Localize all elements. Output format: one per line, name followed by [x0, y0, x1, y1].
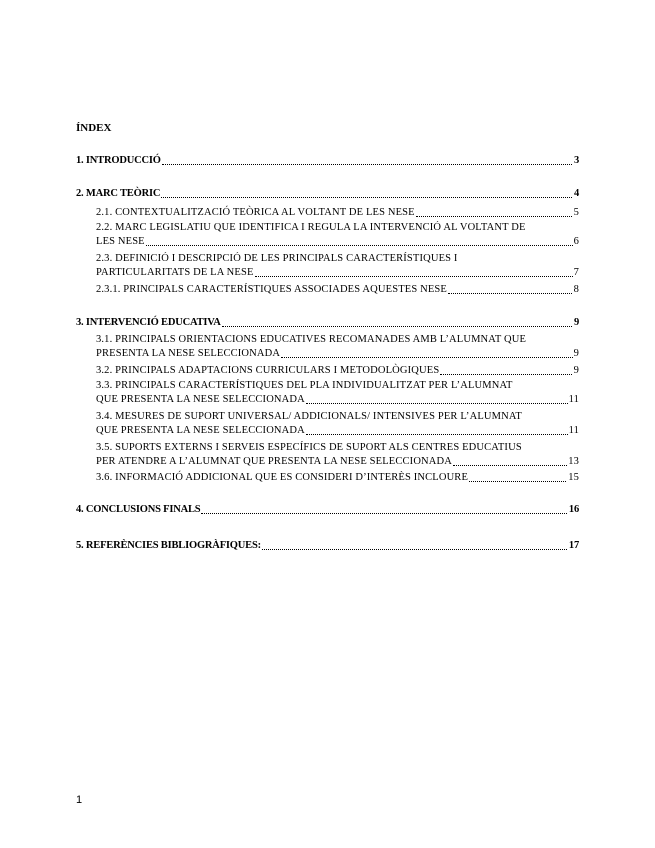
toc-entry-title: 2. MARC TEÒRIC	[76, 188, 161, 199]
toc-page-number: 17	[568, 540, 579, 551]
toc-page-number: 5	[573, 207, 579, 218]
dot-leader	[255, 276, 573, 277]
toc-entry-2-2[interactable]	[96, 221, 579, 249]
toc-page-number: 3	[573, 155, 579, 166]
toc-entry-title-line1: 2.2. MARC LEGISLATIU QUE IDENTIFICA I REGULA LA INTERVENCIÓ AL VOLTANT DE	[96, 222, 526, 233]
toc-entry-2-3[interactable]	[96, 252, 579, 280]
toc-entry-title: 1. INTRODUCCIÓ	[76, 155, 161, 166]
toc-page-number: 15	[568, 472, 579, 483]
dot-leader	[453, 465, 567, 466]
toc-entry-3-5[interactable]	[96, 441, 579, 469]
toc-entry-3-1[interactable]	[96, 333, 579, 361]
toc-page-number: 11	[568, 394, 579, 405]
dot-leader	[306, 434, 568, 435]
dot-leader	[222, 326, 572, 327]
toc-entry-title-line2: LES NESE	[96, 236, 145, 247]
dot-leader	[146, 245, 573, 246]
toc-entry-title: 3.6. INFORMACIÓ ADDICIONAL QUE ES CONSIDERI D’INTERÈS INCLOURE	[96, 472, 469, 483]
toc-entry-title-line2-row	[96, 266, 579, 280]
toc-entry-title: 2.1. CONTEXTUALITZACIÓ TEÒRICA AL VOLTANT DE LES NESE	[96, 207, 415, 218]
toc-entry-introduccio[interactable]	[76, 154, 579, 168]
toc-page-number: 13	[568, 456, 579, 467]
toc-entry-title: 2.3.1. PRINCIPALS CARACTERÍSTIQUES ASSOCIADES AQUESTES NESE	[96, 284, 447, 295]
dot-leader	[416, 216, 572, 217]
toc-entry-title-line2: PER ATENDRE A L’ALUMNAT QUE PRESENTA LA NESE SELECCIONADA	[96, 456, 452, 467]
toc-entry-title-line1: 2.3. DEFINICIÓ I DESCRIPCIÓ DE LES PRINCIPALS CARACTERÍSTIQUES I	[96, 253, 458, 264]
dot-leader	[262, 549, 567, 550]
toc-entry-3-4[interactable]	[96, 410, 579, 438]
toc-entry-title: 5. REFERÈNCIES BIBLIOGRÀFIQUES:	[76, 540, 261, 551]
dot-leader	[201, 513, 566, 514]
toc-entry-3-3[interactable]	[96, 379, 579, 407]
toc-entry-title: 3.2. PRINCIPALS ADAPTACIONS CURRICULARS I METODOLÒGIQUES	[96, 365, 440, 376]
dot-leader	[161, 197, 572, 198]
toc-entry-3-2[interactable]	[96, 364, 579, 378]
toc-entry-conclusions[interactable]	[76, 503, 579, 517]
toc-entry-title-line1: 3.5. SUPORTS EXTERNS I SERVEIS ESPECÍFICS DE SUPORT ALS CENTRES EDUCATIUS	[96, 442, 522, 453]
toc-entry-title-line2: PARTICULARITATS DE LA NESE	[96, 267, 254, 278]
toc-page-number: 16	[568, 504, 579, 515]
toc-page-number: 11	[568, 425, 579, 436]
dot-leader	[306, 403, 568, 404]
toc-entry-title-line2: PRESENTA LA NESE SELECCIONADA	[96, 348, 281, 359]
toc-page-number: 9	[573, 348, 579, 359]
toc-entry-intervencio[interactable]	[76, 316, 579, 330]
toc-entry-title: 4. CONCLUSIONS FINALS	[76, 504, 201, 515]
toc-entry-title-line2-row	[96, 347, 579, 361]
toc-page-number: 8	[573, 284, 579, 295]
toc-entry-3-6[interactable]	[96, 471, 579, 485]
toc-entry-2-1[interactable]	[96, 206, 579, 220]
toc-page-number: 9	[573, 365, 579, 376]
toc-page-number: 4	[573, 188, 579, 199]
toc-entry-title-line2-row	[96, 393, 579, 407]
toc-entry-marc-teoric[interactable]	[76, 187, 579, 201]
toc-entry-title: 3. INTERVENCIÓ EDUCATIVA	[76, 317, 221, 328]
toc-heading: ÍNDEX	[76, 122, 112, 134]
page-number-footer: 1	[76, 794, 83, 806]
dot-leader	[469, 481, 566, 482]
dot-leader	[281, 357, 573, 358]
toc-entry-title-line1: 3.4. MESURES DE SUPORT UNIVERSAL/ ADDICIONALS/ INTENSIVES PER L’ALUMNAT	[96, 411, 522, 422]
toc-page-number: 7	[573, 267, 579, 278]
toc-entry-title-line2-row	[96, 455, 579, 469]
toc-entry-title-line2: QUE PRESENTA LA NESE SELECCIONADA	[96, 425, 305, 436]
toc-entry-title-line2-row	[96, 424, 579, 438]
toc-entry-title-line2-row	[96, 235, 579, 249]
toc-entry-title-line1: 3.1. PRINCIPALS ORIENTACIONS EDUCATIVES RECOMANADES AMB L’ALUMNAT QUE	[96, 334, 527, 345]
dot-leader	[448, 293, 572, 294]
toc-page-number: 6	[573, 236, 579, 247]
dot-leader	[440, 374, 571, 375]
toc-entry-title-line1: 3.3. PRINCIPALS CARACTERÍSTIQUES DEL PLA INDIVIDUALITZAT PER L’ALUMNAT	[96, 380, 513, 391]
toc-page-number: 9	[573, 317, 579, 328]
toc-entry-2-3-1[interactable]	[96, 283, 579, 297]
toc-entry-referencies[interactable]	[76, 539, 579, 553]
dot-leader	[162, 164, 572, 165]
toc-entry-title-line2: QUE PRESENTA LA NESE SELECCIONADA	[96, 394, 305, 405]
